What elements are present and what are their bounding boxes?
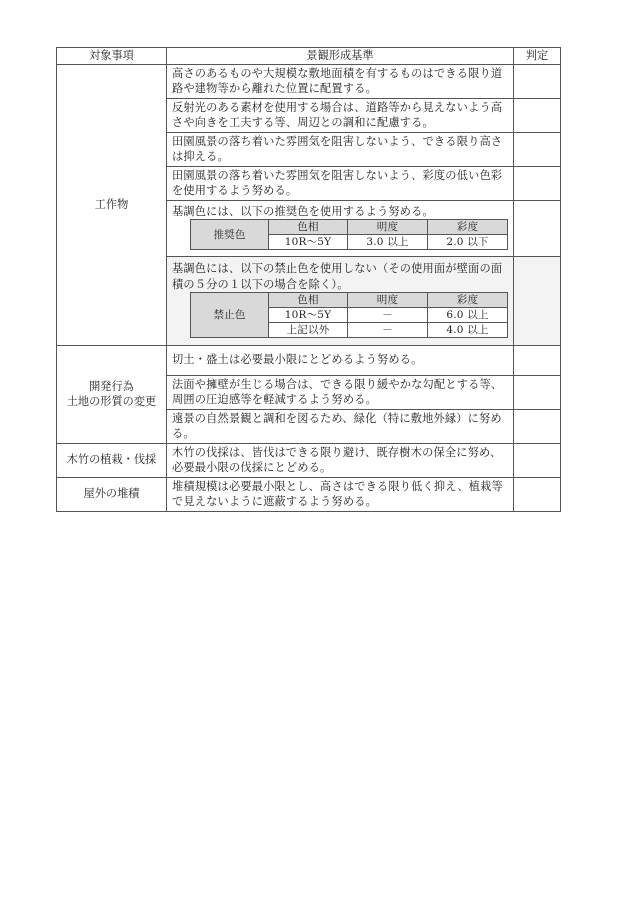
hue-value: 10R～5Y (269, 308, 348, 323)
subject-structures: 工作物 (57, 64, 167, 345)
value-header: 明度 (348, 220, 428, 235)
judgment-cell[interactable] (514, 256, 561, 345)
chroma-value: 4.0 以上 (428, 323, 508, 338)
subject-outdoor-storage: 屋外の堆積 (57, 477, 167, 511)
hue-header: 色相 (269, 220, 348, 235)
value-value: － (348, 308, 428, 323)
criterion-text: 基調色には、以下の推奨色を使用するよう努める。 (172, 204, 434, 218)
criterion: 高さのあるものや大規模な敷地面積を有するものはできる限り道路や建物等から離れた位置に配置する。 (167, 64, 514, 98)
criterion-text: 基調色には、以下の禁止色を使用しない（その使用面が壁面の面積の５分の１以下の場合を除く）。 (172, 262, 503, 291)
judgment-cell[interactable] (514, 409, 561, 443)
judgment-cell[interactable] (514, 98, 561, 132)
criterion: 法面や擁壁が生じる場合は、できる限り緩やかな勾配とする等、周囲の圧迫感等を軽減するよう努める。 (167, 375, 514, 409)
criterion: 切土・盛土は必要最小限にとどめるよう努める。 (167, 345, 514, 375)
value-value: － (348, 323, 428, 338)
judgment-cell[interactable] (514, 443, 561, 477)
subject-line: 開発行為 (89, 379, 134, 393)
forbidden-label: 禁止色 (191, 293, 269, 338)
chroma-header: 彩度 (428, 220, 508, 235)
judgment-cell[interactable] (514, 375, 561, 409)
judgment-cell[interactable] (514, 166, 561, 200)
hue-value: 10R～5Y (269, 235, 348, 250)
criterion: 田園風景の落ち着いた雰囲気を阻害しないよう、彩度の低い色彩を使用するよう努める。 (167, 166, 514, 200)
judgment-cell[interactable] (514, 132, 561, 166)
table-row (57, 64, 561, 98)
criterion: 反射光のある素材を使用する場合は、道路等から見えないよう高さや向きを工夫する等、周辺との調和に配慮する。 (167, 98, 514, 132)
table-row (57, 345, 561, 375)
forbidden-color-table (190, 292, 508, 338)
criterion-forbidden-colors (167, 256, 514, 345)
judgment-cell[interactable] (514, 345, 561, 375)
header-judgment: 判定 (514, 48, 561, 65)
criterion: 堆積規模は必要最小限とし、高さはできる限り低く抑え、植栽等で見えないように遮蔽するよう努める。 (167, 477, 514, 511)
judgment-cell[interactable] (514, 64, 561, 98)
header-criteria: 景観形成基準 (167, 48, 514, 65)
recommended-label: 推奨色 (191, 220, 269, 250)
judgment-cell[interactable] (514, 200, 561, 256)
table-row (57, 443, 561, 477)
criterion: 木竹の伐採は、皆伐はできる限り避け、既存樹木の保全に努め、必要最小限の伐採にとどめる。 (167, 443, 514, 477)
chroma-header: 彩度 (428, 293, 508, 308)
criterion-recommended-colors (167, 200, 514, 256)
header-subject: 対象事項 (57, 48, 167, 65)
chroma-value: 2.0 以下 (428, 235, 508, 250)
judgment-cell[interactable] (514, 477, 561, 511)
header-row (57, 48, 561, 65)
recommended-color-table (190, 219, 508, 250)
criterion: 田園風景の落ち着いた雰囲気を阻害しないよう、できる限り高さは抑える。 (167, 132, 514, 166)
landscape-criteria-table (56, 47, 561, 512)
hue-header: 色相 (269, 293, 348, 308)
chroma-value: 6.0 以上 (428, 308, 508, 323)
subject-development (57, 345, 167, 443)
table-row (57, 477, 561, 511)
criterion: 遠景の自然景観と調和を図るため、緑化（特に敷地外縁）に努める。 (167, 409, 514, 443)
value-value: 3.0 以上 (348, 235, 428, 250)
subject-tree-planting: 木竹の植栽・伐採 (57, 443, 167, 477)
value-header: 明度 (348, 293, 428, 308)
hue-value: 上記以外 (269, 323, 348, 338)
subject-line: 土地の形質の変更 (66, 395, 157, 408)
